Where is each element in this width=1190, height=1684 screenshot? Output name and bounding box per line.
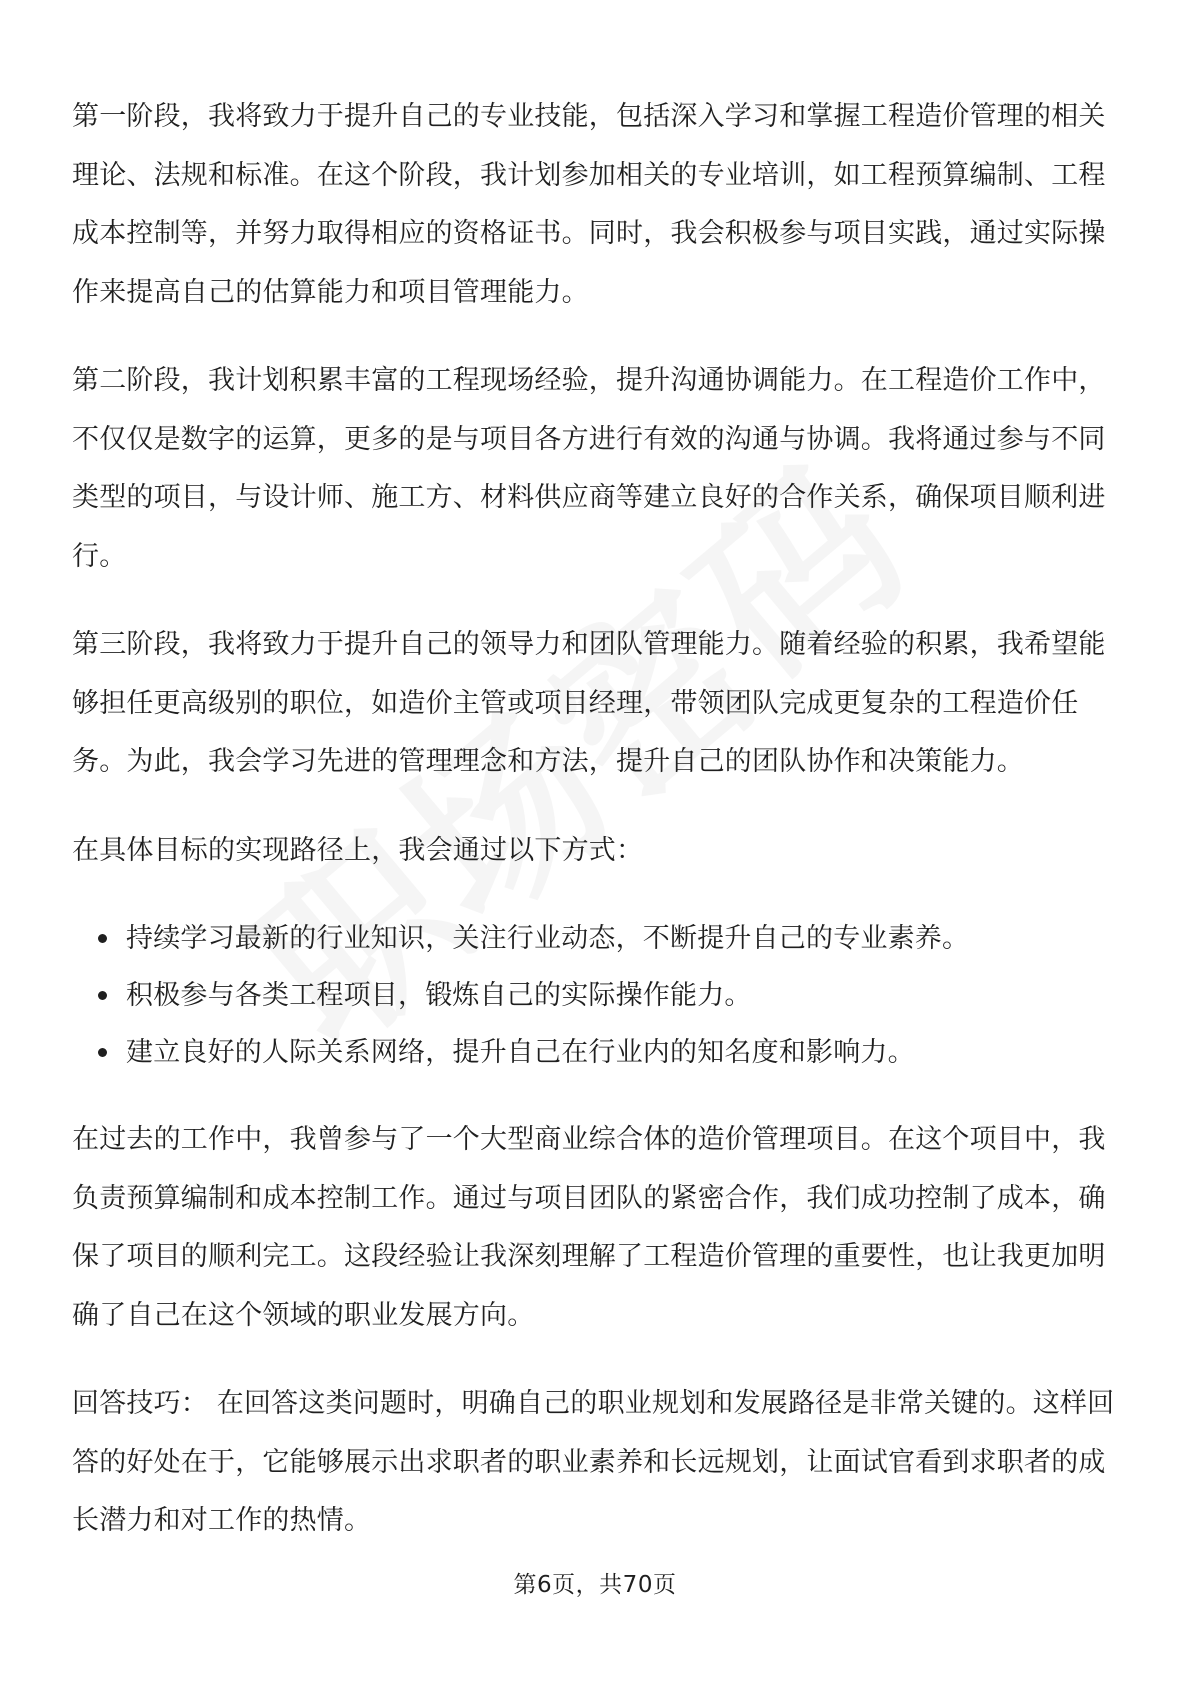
bullet-icon [98, 934, 107, 943]
page-number: 第6页，共70页 [513, 1572, 677, 1598]
bullet-icon [98, 991, 107, 1000]
paragraph-experience: 在过去的工作中，我曾参与了一个大型商业综合体的造价管理项目。在这个项目中，我负责预算编制和成本控制工作。通过与项目团队的紧密合作，我们成功控制了成本，确保了项目的顺利完工。这段经验让我深刻理解了工程造价管理的重要性，也让我更加明确了自己在这个领域的职业发展方向。 [72, 1124, 1106, 1331]
paragraph-stage-one: 第一阶段，我将致力于提升自己的专业技能，包括深入学习和掌握工程造价管理的相关理论、法规和标准。在这个阶段，我计划参加相关的专业培训，如工程预算编制、工程成本控制等，并努力取得相应的资格证书。同时，我会积极参与项目实践，通过实际操作来提高自己的估算能力和项目管理能力。 [72, 101, 1106, 308]
paragraph-answer-tip: 回答技巧： 在回答这类问题时，明确自己的职业规划和发展路径是非常关键的。这样回答的好处在于，它能够展示出求职者的职业素养和长远规划，让面试官看到求职者的成长潜力和对工作的热情。 [72, 1388, 1115, 1536]
list-item-text: 建立良好的人际关系网络，提升自己在行业内的知名度和影响力。 [126, 1037, 915, 1068]
list-item [72, 967, 1118, 1024]
list-item-text: 持续学习最新的行业知识，关注行业动态，不断提升自己的专业素养。 [126, 923, 970, 954]
document-body [72, 88, 1118, 1581]
list-item [72, 1024, 1118, 1081]
paragraph-path-intro: 在具体目标的实现路径上，我会通过以下方式： [72, 834, 644, 866]
paragraph-stage-two: 第二阶段，我计划积累丰富的工程现场经验，提升沟通协调能力。在工程造价工作中，不仅仅是数字的运算，更多的是与项目各方进行有效的沟通与协调。我将通过参与不同类型的项目，与设计师、施工方、材料供应商等建立良好的合作关系，确保项目顺利进行。 [72, 365, 1106, 572]
bullet-list [72, 910, 1118, 1081]
list-item [72, 910, 1118, 967]
bullet-icon [98, 1048, 107, 1057]
list-item-text: 积极参与各类工程项目，锻炼自己的实际操作能力。 [126, 980, 752, 1011]
paragraph-stage-three: 第三阶段，我将致力于提升自己的领导力和团队管理能力。随着经验的积累，我希望能够担任更高级别的职位，如造价主管或项目经理，带领团队完成更复杂的工程造价任务。为此，我会学习先进的管理理念和方法，提升自己的团队协作和决策能力。 [72, 629, 1106, 777]
